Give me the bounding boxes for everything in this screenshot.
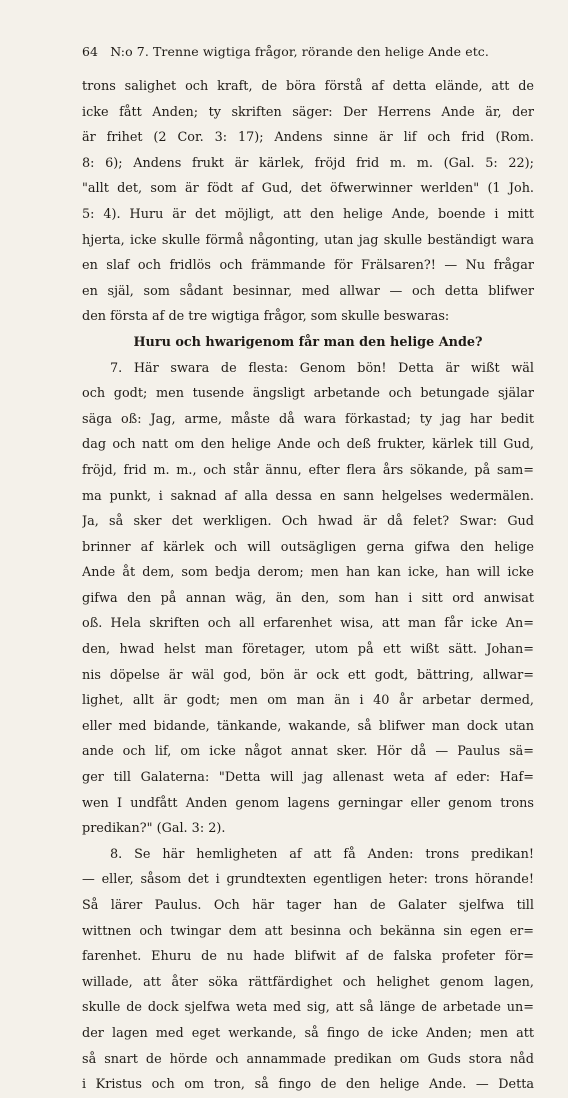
- text-line: den, hwad helst man företager, utom på ett wißt sätt. Johan=: [82, 642, 534, 658]
- text-line: predikan?" (Gal. 3: 2).: [82, 821, 226, 837]
- text-line: brinner af kärlek och will outsägligen gerna gifwa den helige: [82, 539, 534, 555]
- text-line: 7. Här swara de flesta: Genom bön! Detta är wißt wäl: [110, 360, 534, 376]
- text-line: Ja, så sker det werkligen. Och hwad är då felet? Swar: Gud: [82, 514, 534, 530]
- text-line: lighet, allt är godt; men om man än i 40 år arbetar dermed,: [82, 693, 534, 709]
- question-heading: Huru och hwarigenom får man den helige Ande?: [133, 334, 483, 350]
- text-line: dag och natt om den helige Ande och deß frukter, kärlek till Gud,: [82, 437, 534, 453]
- text-line: 8. Se här hemligheten af att få Anden: trons predikan!: [110, 846, 534, 862]
- text-line: wittnen och twingar dem att besinna och bekänna sin egen er=: [82, 923, 534, 939]
- text-line: der lagen med eget werkande, så fingo de icke Anden; men att: [82, 1025, 534, 1041]
- text-line: eller med bidande, tänkande, wakande, så blifwer man dock utan: [82, 718, 534, 734]
- text-line: oß. Hela skriften och all erfarenhet wisa, att man får icke An=: [82, 616, 534, 632]
- paragraph-7: [82, 356, 534, 842]
- page-body: [82, 74, 534, 1098]
- text-line: en slaf och fridlös och främmande för Frälsaren?! — Nu frågar: [82, 258, 534, 274]
- text-line: ma punkt, i saknad af alla dessa en sann helgelses wedermälen.: [82, 488, 534, 504]
- page-number: 64: [82, 44, 99, 59]
- text-line: Så lärer Paulus. Och här tager han de Galater sjelfwa till: [82, 898, 534, 913]
- text-line: 5: 4). Huru är det möjligt, att den helige Ande, boende i mitt: [82, 206, 534, 222]
- section-question: [82, 330, 534, 356]
- paragraph: [82, 74, 534, 330]
- text-line: hjerta, icke skulle förmå någonting, utan jag skulle beständigt wara: [82, 232, 534, 248]
- text-line: säga oß: Jag, arme, måste då wara förkastad; ty jag har bedit: [82, 411, 534, 427]
- text-line: nis döpelse är wäl god, bön är ock ett godt, bättring, allwar=: [82, 667, 534, 683]
- text-line: trons salighet och kraft, de böra förstå af detta elände, att de: [82, 79, 534, 94]
- text-line: wen I undfått Anden genom lagens gerningar eller genom trons: [82, 795, 534, 811]
- text-line: den första af de tre wigtiga frågor, som skulle beswaras:: [82, 309, 450, 325]
- text-line: gifwa den på annan wäg, än den, som han i sitt ord anwisat: [82, 590, 534, 606]
- running-title: N:o 7. Trenne wigtiga frågor, rörande den helige Ande etc.: [110, 44, 489, 59]
- text-line: är frihet (2 Cor. 3: 17); Andens sinne är lif och frid (Rom.: [82, 130, 534, 146]
- text-line: så snart de hörde och annammade predikan om Guds stora nåd: [82, 1051, 534, 1067]
- text-line: Ande åt dem, som bedja derom; men han kan icke, han will icke: [82, 565, 534, 581]
- text-line: 8: 6); Andens frukt är kärlek, fröjd frid m. m. (Gal. 5: 22);: [82, 155, 534, 171]
- text-line: ande och lif, om icke något annat sker. Hör då — Paulus sä=: [82, 744, 534, 760]
- paragraph-8: [82, 842, 534, 1098]
- text-line: skulle de dock sjelfwa weta med sig, att så länge de arbetade un=: [82, 1000, 534, 1016]
- text-line: willade, att åter söka rättfärdighet och helighet genom lagen,: [82, 974, 534, 990]
- text-line: farenhet. Ehuru de nu hade blifwit af de falska profeter för=: [82, 949, 534, 965]
- text-line: i Kristus och om tron, så fingo de den helige Ande. — Detta: [82, 1077, 534, 1093]
- text-line: en själ, som sådant besinnar, med allwar — och detta blifwer: [82, 283, 534, 299]
- text-line: ger till Galaterna: "Detta will jag allenast weta af eder: Haf=: [82, 770, 534, 786]
- text-line: "allt det, som är födt af Gud, det öfwerwinner werlden" (1 Joh.: [82, 181, 534, 197]
- text-line: — eller, såsom det i grundtexten egentligen heter: trons hörande!: [82, 872, 534, 888]
- page-header: [82, 44, 534, 60]
- text-line: fröjd, frid m. m., och står ännu, efter flera års sökande, på sam=: [82, 462, 534, 478]
- text-line: och godt; men tusende ängsligt arbetande och betungade själar: [82, 386, 534, 402]
- text-line: icke fått Anden; ty skriften säger: Der Herrens Ande är, der: [82, 104, 534, 120]
